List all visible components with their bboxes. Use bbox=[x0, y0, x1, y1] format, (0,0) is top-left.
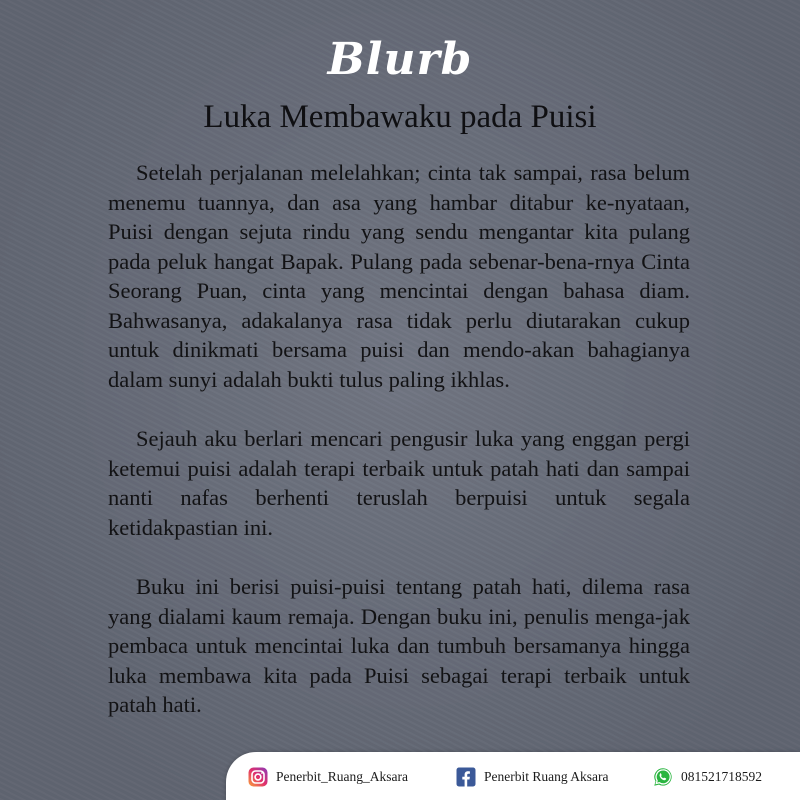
contact-footer bbox=[226, 752, 800, 800]
facebook-label: Penerbit Ruang Aksara bbox=[484, 769, 609, 784]
blurb-body bbox=[108, 158, 690, 750]
facebook-icon bbox=[456, 767, 476, 787]
facebook-contact[interactable] bbox=[456, 766, 608, 788]
instagram-label: Penerbit_Ruang_Aksara bbox=[276, 769, 408, 784]
blurb-paragraph-3: Buku ini berisi puisi-puisi tentang patah hati, dilema rasa yang dialami kaum remaja. Dengan buku ini, penulis menga-jak pembaca untuk mencintai luka dan tumbuh bersamanya hingga luka membawa kita pada Puisi sebagai terapi terbaik untuk patah hati. bbox=[108, 574, 690, 717]
blurb-paragraph-2: Sejauh aku berlari mencari pengusir luka yang enggan pergi ketemui puisi adalah terapi terbaik untuk patah hati dan sampai nanti nafas berhenti teruslah berpuisi untuk segala ketidakpastian ini. bbox=[108, 426, 690, 540]
whatsapp-label: 081521718592 bbox=[681, 769, 762, 784]
whatsapp-contact[interactable] bbox=[653, 766, 762, 788]
whatsapp-icon bbox=[653, 767, 673, 787]
blurb-heading: Blurb bbox=[327, 34, 473, 85]
book-title: Luka Membawaku pada Puisi bbox=[203, 99, 597, 135]
instagram-contact[interactable] bbox=[248, 766, 408, 788]
instagram-icon bbox=[248, 767, 268, 787]
blurb-paragraph-1: Setelah perjalanan melelahkan; cinta tak sampai, rasa belum menemu tuannya, dan asa yang hambar ditabur ke-nyataan, Puisi dengan sejuta rindu yang sendu mengantar kita pulang pada peluk hangat Bapak. Pulang pada sebenar-bena-rnya Cinta Seorang Puan, cinta yang mencintai dengan bahasa diam. Bahwasanya, adakalanya rasa tidak perlu diutarakan cukup untuk dinikmati bersama puisi dan mendo-akan bahagianya dalam sunyi adalah bukti tulus paling ikhlas. bbox=[108, 160, 690, 392]
